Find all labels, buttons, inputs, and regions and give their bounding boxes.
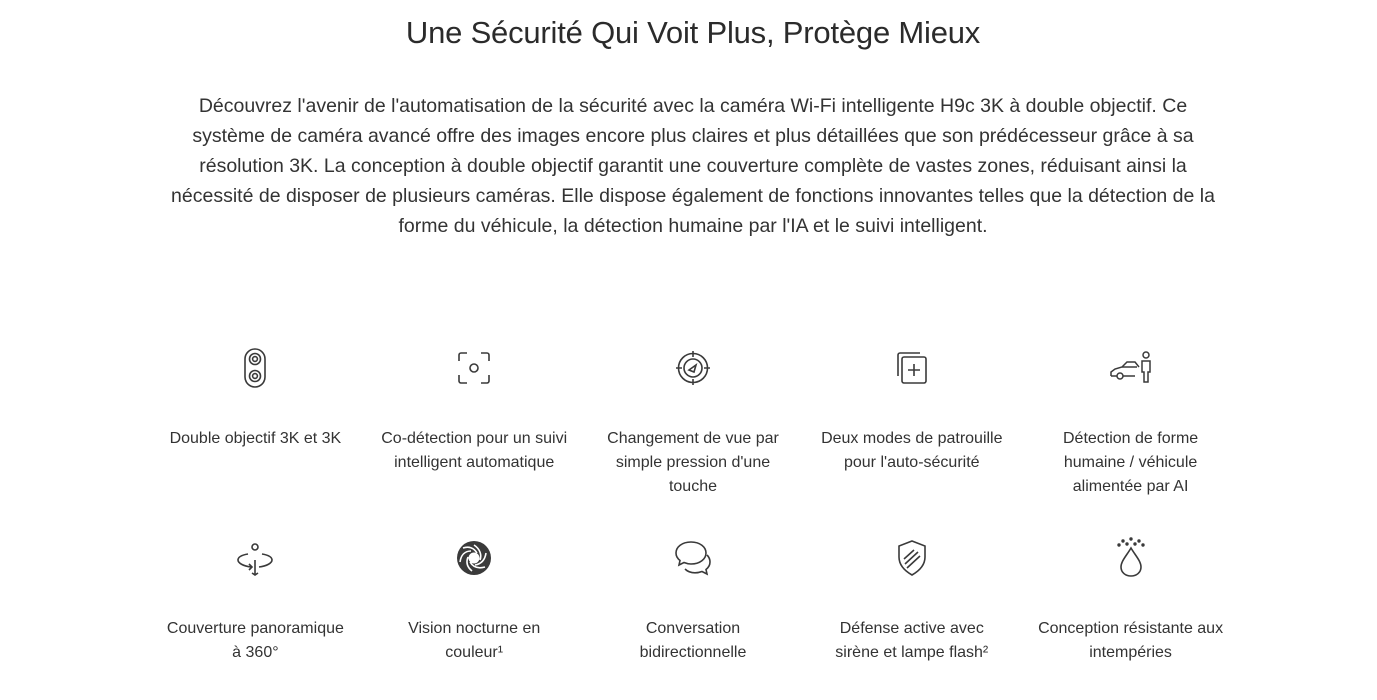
feature-item (802, 346, 1021, 536)
dual-lens-icon (233, 346, 277, 390)
feature-label: Couverture panoramique à 360° (166, 620, 344, 661)
patrol-layers-icon (890, 346, 934, 390)
feature-item (146, 536, 365, 665)
feature-item (802, 536, 1021, 665)
focus-target-icon (452, 346, 496, 390)
feature-item (365, 346, 584, 536)
feature-item (584, 346, 803, 536)
section-title: Une Sécurité Qui Voit Plus, Protège Mieux (405, 15, 981, 50)
feature-item (584, 536, 803, 665)
feature-label: Co-détection pour un suivi intelligent automatique (381, 430, 568, 471)
crosshair-icon (671, 346, 715, 390)
shield-icon (890, 536, 934, 580)
feature-label: Conversation bidirectionnelle (639, 620, 747, 661)
feature-item (146, 346, 365, 536)
chat-bubbles-icon (671, 536, 715, 580)
feature-label: Changement de vue par simple pression d'une touche (607, 430, 779, 495)
panorama-360-icon (233, 536, 277, 580)
feature-label: Double objectif 3K et 3K (169, 430, 342, 447)
feature-label: Deux modes de patrouille pour l'auto-sécurité (821, 430, 1003, 471)
feature-item (365, 536, 584, 665)
feature-label: Conception résistante aux intempéries (1038, 620, 1224, 661)
water-drop-icon (1109, 536, 1153, 580)
car-person-icon (1109, 346, 1153, 390)
feature-item (1021, 536, 1240, 665)
feature-grid (146, 346, 1240, 665)
section-intro: Découvrez l'avenir de l'automatisation de la sécurité avec la caméra Wi-Fi intelligente H9c 3K à double objectif. Ce système de caméra avancé offre des images encore plus claires et plus détaillées que son prédécesseur grâce à sa résolution 3K. La conception à double objectif garantit une couverture complète de vastes zones, réduisant ainsi la nécessité de disposer de plusieurs caméras. Elle dispose également de fonctions innovantes telles que la détection de la forme du véhicule, la détection humaine par l'IA et le suivi intelligent. (171, 95, 1215, 237)
feature-item (1021, 346, 1240, 536)
feature-label: Défense active avec sirène et lampe flash² (835, 620, 989, 661)
feature-label: Vision nocturne en couleur¹ (408, 620, 541, 661)
feature-label: Détection de forme humaine / véhicule alimentée par AI (1062, 430, 1199, 495)
aperture-icon (452, 536, 496, 580)
